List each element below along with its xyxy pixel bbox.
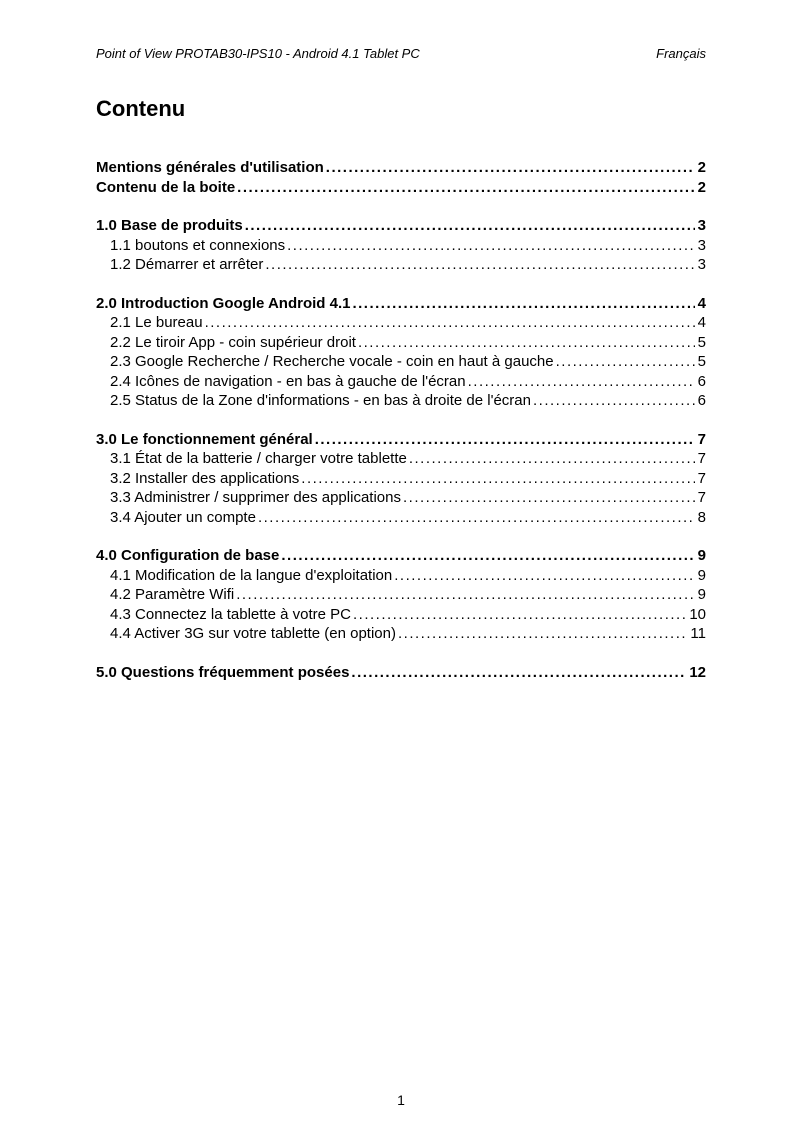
toc-item-page: 9	[697, 547, 706, 564]
toc-leader-dots	[315, 430, 695, 450]
toc-item	[96, 663, 706, 683]
toc-item-label: 2.1 Le bureau	[110, 314, 203, 331]
toc-item-page: 6	[697, 372, 706, 390]
header-document-title: Point of View PROTAB30-IPS10 - Android 4.1 Tablet PC	[96, 46, 420, 61]
toc-item	[96, 178, 706, 198]
toc-leader-dots	[409, 449, 695, 469]
toc-item-page: 2	[697, 159, 706, 176]
toc-leader-dots	[326, 158, 695, 178]
toc-leader-dots	[245, 216, 695, 236]
toc-item-page: 3	[697, 256, 706, 273]
toc-item-page: 2	[697, 178, 706, 196]
toc-leader-dots	[265, 255, 694, 275]
toc-group	[96, 294, 706, 411]
toc-item	[96, 294, 706, 314]
toc-group	[96, 158, 706, 197]
toc-leader-dots	[237, 178, 694, 198]
toc-item-page: 3	[697, 236, 706, 254]
toc-item-page: 11	[690, 625, 706, 642]
toc-leader-dots	[287, 236, 695, 256]
toc-item-page: 10	[689, 605, 706, 623]
toc-leader-dots	[398, 624, 687, 644]
table-of-contents	[96, 158, 706, 682]
page-footer	[0, 1092, 802, 1108]
toc-item-label: 1.0 Base de produits	[96, 217, 243, 234]
toc-leader-dots	[468, 372, 695, 392]
toc-leader-dots	[403, 488, 695, 508]
toc-item	[96, 566, 706, 586]
toc-item-page: 7	[697, 489, 706, 506]
toc-item	[96, 488, 706, 508]
toc-item	[96, 236, 706, 256]
toc-item	[96, 158, 706, 178]
toc-leader-dots	[205, 313, 695, 333]
toc-leader-dots	[394, 566, 694, 586]
toc-item	[96, 449, 706, 469]
toc-item	[96, 508, 706, 528]
page-title: Contenu	[96, 96, 186, 121]
toc-item-label: 3.2 Installer des applications	[110, 469, 300, 487]
toc-item-page: 5	[697, 333, 706, 351]
toc-item	[96, 546, 706, 566]
toc-item	[96, 624, 706, 644]
toc-leader-dots	[281, 546, 694, 566]
toc-item-label: 4.4 Activer 3G sur votre tablette (en option)	[110, 625, 396, 642]
toc-item-label: 1.2 Démarrer et arrêter	[110, 256, 264, 273]
toc-item-page: 3	[697, 217, 706, 234]
toc-item	[96, 255, 706, 275]
toc-item-label: 2.3 Google Recherche / Recherche vocale - coin en haut à gauche	[110, 353, 554, 370]
toc-leader-dots	[301, 469, 694, 489]
toc-item-page: 12	[689, 663, 706, 681]
toc-item-page: 4	[697, 294, 706, 312]
toc-item-page: 7	[697, 469, 706, 487]
toc-item	[96, 430, 706, 450]
toc-item-label: 4.2 Paramètre Wifi	[110, 586, 235, 603]
toc-leader-dots	[352, 294, 694, 314]
toc-item-label: Contenu de la boite	[96, 178, 236, 196]
toc-item-page: 9	[697, 586, 706, 603]
toc-item-label: 3.1 État de la batterie / charger votre tablette	[110, 450, 407, 467]
toc-leader-dots	[236, 585, 694, 605]
header-language-label: Français	[656, 46, 706, 61]
toc-item-label: 4.0 Configuration de base	[96, 547, 280, 564]
footer-page-number: 1	[397, 1092, 405, 1108]
toc-group	[96, 663, 706, 683]
toc-item-label: 4.1 Modification de la langue d'exploitation	[110, 566, 393, 584]
toc-item-page: 5	[697, 353, 706, 370]
toc-item-label: 2.4 Icônes de navigation - en bas à gauche de l'écran	[110, 372, 466, 390]
toc-item-label: 3.4 Ajouter un compte	[110, 508, 256, 526]
toc-item	[96, 469, 706, 489]
toc-item-page: 4	[697, 314, 706, 331]
toc-item-page: 9	[697, 566, 706, 584]
toc-item	[96, 352, 706, 372]
toc-leader-dots	[358, 333, 695, 353]
toc-item-page: 7	[697, 430, 706, 448]
toc-item	[96, 372, 706, 392]
toc-group	[96, 546, 706, 644]
toc-item-label: Mentions générales d'utilisation	[96, 159, 324, 176]
toc-leader-dots	[258, 508, 695, 528]
toc-item-label: 3.3 Administrer / supprimer des applications	[110, 489, 401, 506]
toc-item-label: 2.5 Status de la Zone d'informations - en bas à droite de l'écran	[110, 392, 531, 409]
toc-item	[96, 333, 706, 353]
page-header	[96, 0, 706, 61]
toc-item	[96, 313, 706, 333]
toc-item-label: 5.0 Questions fréquemment posées	[96, 663, 350, 681]
toc-leader-dots	[353, 605, 686, 625]
toc-item	[96, 391, 706, 411]
toc-leader-dots	[351, 663, 686, 683]
toc-item-label: 4.3 Connectez la tablette à votre PC	[110, 605, 351, 623]
toc-item-label: 1.1 boutons et connexions	[110, 236, 286, 254]
toc-item	[96, 216, 706, 236]
toc-leader-dots	[556, 352, 695, 372]
toc-item	[96, 585, 706, 605]
toc-item-label: 3.0 Le fonctionnement général	[96, 430, 313, 448]
toc-item-label: 2.0 Introduction Google Android 4.1	[96, 294, 351, 312]
toc-item-page: 6	[697, 392, 706, 409]
toc-leader-dots	[533, 391, 695, 411]
toc-group	[96, 430, 706, 528]
toc-item-label: 2.2 Le tiroir App - coin supérieur droit	[110, 333, 356, 351]
toc-group	[96, 216, 706, 275]
toc-item	[96, 605, 706, 625]
toc-item-page: 8	[697, 508, 706, 526]
toc-item-page: 7	[697, 450, 706, 467]
